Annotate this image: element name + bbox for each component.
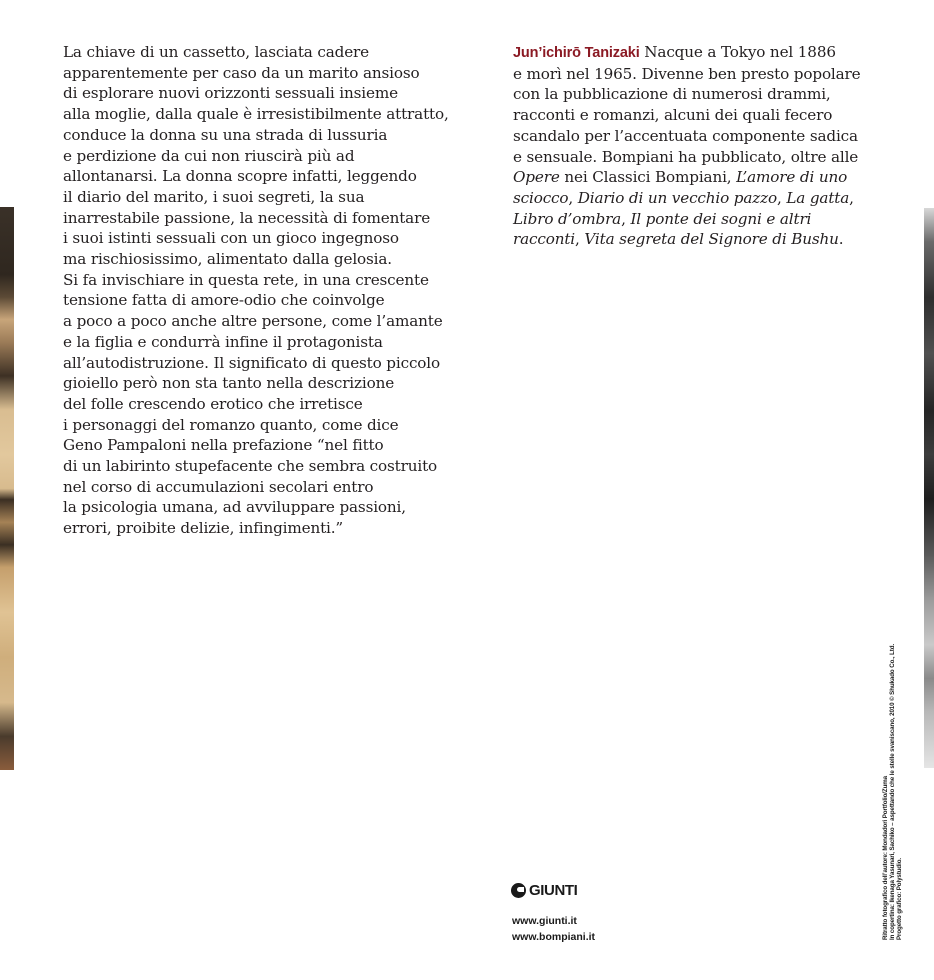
giunti-g-logo-icon [511,883,526,898]
author-bio-column [513,42,883,250]
book-title: Opere [513,168,560,187]
bio-text: , [849,188,854,207]
bio-line: e sensuale. Bompiani ha pubblicato, oltre alle [513,147,859,166]
bio-text: . [838,230,844,249]
synopsis-line: Geno Pampaloni nella prefazione “nel fitto [63,436,384,455]
credit-line-design: Progetto grafico: Polystudio. [896,857,903,940]
synopsis-line: nel corso di accumulazioni secolari entro [63,477,374,496]
url-bompiani[interactable]: www.bompiani.it [512,931,596,943]
publisher-urls [512,913,595,945]
bio-line: e morì nel 1965. Divenne ben presto popolare [513,64,861,83]
bio-text: , [568,188,578,207]
synopsis-line: e perdizione da cui non riuscirà più ad [63,146,355,165]
book-title: L’amore di uno [736,168,848,187]
bio-text: nei Classici Bompiani, [559,168,737,187]
synopsis-line: di esplorare nuovi orizzonti sessuali insieme [63,84,398,103]
bio-line: racconti e romanzi, alcuni dei quali fecero [513,106,833,125]
synopsis-line: La chiave di un cassetto, lasciata cadere [63,43,369,61]
synopsis-line: allontanarsi. La donna scopre infatti, leggendo [63,167,417,186]
publisher-logo [511,882,577,899]
bio-text: , [621,209,631,228]
synopsis-line: i personaggi del romanzo quanto, come dice [63,415,399,434]
book-title: Diario di un vecchio pazzo [577,188,777,207]
publisher-name: GIUNTI [529,882,578,899]
synopsis-line: Si fa invischiare in questa rete, in una crescente [63,270,429,289]
synopsis-line: tensione fatta di amore-odio che coinvolge [63,291,385,310]
bio-line [513,188,883,209]
bio-text: Nacque a Tokyo nel 1886 [639,43,836,61]
synopsis-line: la psicologia umana, ad avviluppare passioni, [63,498,406,517]
synopsis-line: ma rischiosissimo, alimentato dalla gelosia. [63,250,392,269]
synopsis-line: inarrestabile passione, la necessità di fomentare [63,208,431,227]
bio-line [513,167,883,188]
book-title: sciocco [513,188,569,207]
synopsis-line: apparentemente per caso da un marito ansioso [63,63,420,82]
credit-line-cover: In copertina: Ikenaga Yasunari, Sachiko – aspettando che le stelle svaniscano, 2010 © Shukado Co., Ltd. [889,643,896,940]
synopsis-line: alla moglie, dalla quale è irresistibilmente attratto, [63,105,449,124]
synopsis-line: i suoi istinti sessuali con un gioco ingegnoso [63,229,399,248]
bio-line [513,209,883,230]
book-title: Libro d’ombra [513,209,622,228]
synopsis-line: del folle crescendo erotico che irretisce [63,394,363,413]
bio-line: scandalo per l’accentuata componente sadica [513,126,858,145]
book-title: Il ponte dei sogni e altri [630,209,812,228]
bio-text: , [575,230,585,249]
book-title: Vita segreta del Signore di Bushu [584,230,839,249]
author-portrait-strip-right [924,208,934,768]
synopsis-line: errori, proibite delizie, infingimenti.” [63,519,344,538]
author-name: Jun’ichirō Tanizaki [513,45,640,61]
synopsis-line: all’autodistruzione. Il significato di questo piccolo [63,353,440,372]
synopsis-line: il diario del marito, i suoi segreti, la sua [63,187,365,206]
bio-line [513,42,883,64]
cover-artwork-strip-left [0,207,14,770]
synopsis-line: gioiello però non sta tanto nella descrizione [63,374,395,393]
book-title: racconti [513,230,576,249]
bio-text: , [776,188,787,207]
synopsis-line: a poco a poco anche altre persone, come l’amante [63,312,443,331]
book-title: La gatta [786,188,850,207]
credit-line-photo: Ritratto fotografico dell’autore: Mondadori Portfolio/Zuma [882,775,889,940]
image-credits [882,644,903,940]
synopsis-line: di un labirinto stupefacente che sembra costruito [63,457,438,476]
url-giunti[interactable]: www.giunti.it [512,915,577,927]
synopsis-line: e la figlia e condurrà infine il protagonista [63,332,383,351]
bio-line [513,229,883,250]
synopsis-line: conduce la donna su una strada di lussuria [63,125,388,144]
synopsis-column [63,42,449,539]
bio-line: con la pubblicazione di numerosi drammi, [513,85,831,104]
